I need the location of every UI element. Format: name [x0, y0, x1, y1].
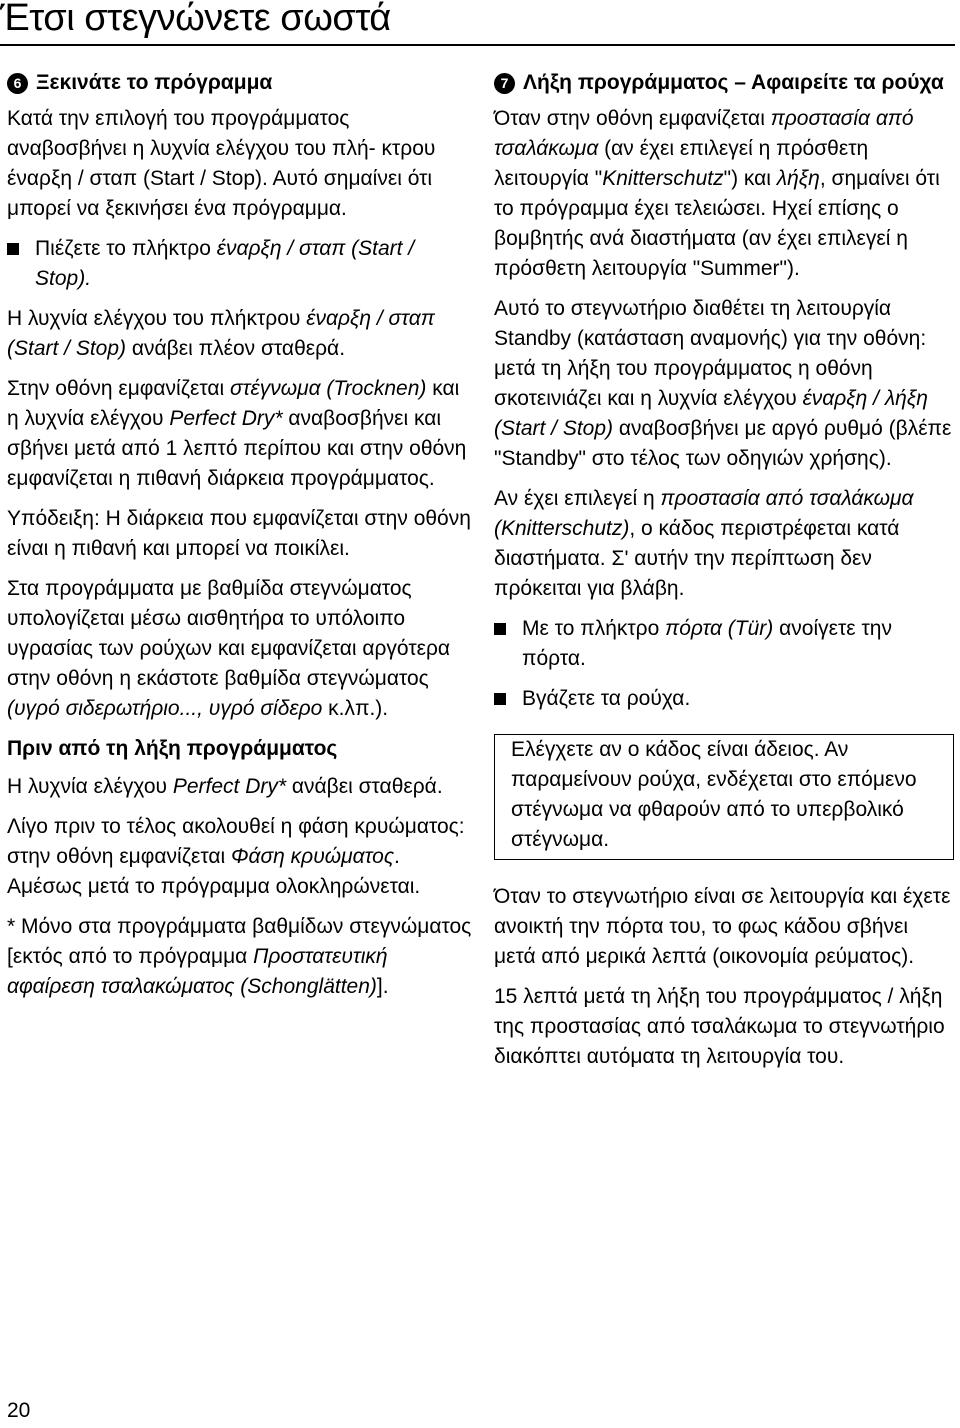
- step-7-title: Λήξη προγράμματος – Αφαιρείτε τα ρούχα: [523, 71, 944, 94]
- text: Αυτό το στεγνωτήριο διαθέτει τη λειτουργία Standby (κατάσταση αναμονής) για την οθόνη: μετά τη λήξη του προγράμματος η οθόνη σκοτεινιάζει και η λυχνία ελέγχου: [494, 297, 927, 410]
- paragraph-program-end: [494, 104, 954, 284]
- bullet-emphasis: έναρξη / σταπ (Start / Stop).: [35, 237, 415, 290]
- emphasis: Φάση κρυώματος: [230, 845, 395, 868]
- text: . Αμέσως μετά το πρόγραμμα ολοκληρώνεται.: [7, 845, 421, 898]
- text: Με το πλήκτρο: [522, 617, 666, 640]
- text: αναβοσβήνει με αργό ρυθμό (βλέπε "Standby" στο τέλος των οδηγιών χρήσης).: [494, 417, 952, 470]
- paragraph-perfect-dry: [7, 772, 472, 802]
- square-bullet-icon: [494, 623, 506, 635]
- emphasis: Knitterschutz: [602, 167, 724, 190]
- text: αναβοσβήνει και σβήνει μετά από 1 λεπτό περίπου και στην οθόνη εμφανίζεται η πιθανή διάρκεια προγράμματος.: [7, 407, 467, 490]
- square-bullet-icon: [494, 693, 506, 705]
- step-6-title: Ξεκινάτε το πρόγραμμα: [36, 71, 273, 94]
- text: (αν έχει επιλεγεί η πρόσθετη λειτουργία ": [494, 137, 869, 190]
- paragraph-drum-light: Όταν το στεγνωτήριο είναι σε λειτουργία και έχετε ανοικτή την πόρτα του, το φως κάδου σβήνει μετά από μερικά λεπτά (οικονομία ρεύματος).: [494, 885, 951, 968]
- emphasis: (υγρό σιδερωτήριο..., υγρό σίδερο: [7, 697, 323, 720]
- paragraph-anti-crease: [494, 484, 954, 604]
- emphasis: έναρξη / σταπ (Start / Stop): [7, 307, 435, 360]
- text: Στην οθόνη εμφανίζεται: [7, 377, 230, 400]
- text: Στα προγράμματα με βαθμίδα στεγνώματος υπολογίζεται μέσω αισθητήρα το υπόλοιπο υγρασίας των ρούχων και εμφανίζεται αργότερα στην οθόνη η εκάστοτε βαθμίδα στεγνώματος: [7, 577, 451, 690]
- step-7-number-badge: 7: [494, 73, 515, 94]
- paragraph-program-selection: Κατά την επιλογή του προγράμματος αναβοσβήνει η λυχνία ελέγχου του πλή- κτρου έναρξη / σταπ (Start / Stop). Αυτό σημαίνει ότι μπορεί να ξεκινήσει ένα πρόγραμμα.: [7, 107, 436, 220]
- paragraph-standby: [494, 294, 954, 474]
- text: Η λυχνία ελέγχου του πλήκτρου: [7, 307, 307, 330]
- step-7-heading: [494, 68, 954, 98]
- bullet-text: Πιέζετε το πλήκτρο: [35, 237, 217, 260]
- text: ].: [376, 975, 389, 998]
- paragraph-auto-off: 15 λεπτά μετά τη λήξη του προγράμματος / λήξη της προστασίας από τσαλάκωμα το στεγνωτήριο διακόπτει αυτόματα τη λειτουργία του.: [494, 985, 945, 1068]
- text: Όταν στην οθόνη εμφανίζεται: [494, 107, 771, 130]
- square-bullet-icon: [7, 243, 19, 255]
- paragraph-display-drying: [7, 374, 472, 494]
- emphasis: έναρξη / λήξη (Start / Stop): [494, 387, 928, 440]
- bullet-text: Βγάζετε τα ρούχα.: [522, 687, 691, 710]
- title-rule: [0, 44, 955, 46]
- section-heading-before-end: Πριν από τη λήξη προγράμματος: [7, 737, 338, 760]
- emphasis: Προστατευτική αφαίρεση τσαλακώματος (Schonglätten): [7, 945, 388, 998]
- left-column: [7, 68, 472, 1012]
- step-6-number-badge: 6: [7, 73, 28, 94]
- text: , ο κάδος περιστρέφεται κατά διαστήματα. Σ' αυτήν την περίπτωση δεν πρόκειται για βλάβη.: [494, 517, 900, 600]
- page-number: 20: [7, 1399, 31, 1422]
- bullet-open-door: [494, 614, 954, 674]
- bullet-remove-laundry: [494, 684, 954, 714]
- step-6-heading: [7, 68, 472, 98]
- text: ανάβει πλέον σταθερά.: [126, 337, 346, 360]
- right-column: [494, 68, 954, 1082]
- page-title: Έτσι στεγνώνετε σωστά: [0, 0, 391, 39]
- emphasis: προστασία από τσαλάκωμα: [494, 107, 914, 160]
- bullet-press-start: [7, 234, 472, 294]
- emphasis: στέγνωμα (Trocknen): [229, 377, 427, 400]
- text: , σημαίνει ότι το πρόγραμμα έχει τελειώσει. Ηχεί επίσης ο βομβητής ανά διαστήματα (αν έχει επιλεγεί η πρόσθετη λειτουργία "Summer").: [494, 167, 940, 280]
- text: Η λυχνία ελέγχου: [7, 775, 173, 798]
- emphasis: Perfect Dry*: [169, 407, 283, 430]
- emphasis: Perfect Dry*: [172, 775, 287, 798]
- emphasis: λήξη: [776, 167, 820, 190]
- text: * Μόνο στα προγράμματα βαθμίδων στεγνώματος [εκτός από το πρόγραμμα: [7, 915, 472, 968]
- text: Αν έχει επιλεγεί η: [494, 487, 661, 510]
- note-text: Ελέγχετε αν ο κάδος είναι άδειος. Αν παραμείνουν ρούχα, ενδέχεται στο επόμενο στέγνωμα να φθαρούν από το υπερβολικό στέγνωμα.: [511, 738, 917, 851]
- text: ") και: [723, 167, 777, 190]
- paragraph-light-steady: [7, 304, 472, 364]
- text: Λίγο πριν το τέλος ακολουθεί η φάση κρυώματος: στην οθόνη εμφανίζεται: [7, 815, 465, 868]
- footnote: [7, 912, 472, 1002]
- text: ανοίγετε την πόρτα.: [522, 617, 892, 670]
- note-box: [494, 734, 954, 860]
- emphasis: προστασία από τσαλάκωμα (Knitterschutz): [494, 487, 914, 540]
- text: και η λυχνία ελέγχου: [7, 377, 460, 430]
- emphasis: πόρτα (Tür): [665, 617, 774, 640]
- paragraph-cooling-phase: [7, 812, 472, 902]
- text: κ.λπ.).: [322, 697, 389, 720]
- paragraph-hint: Υπόδειξη: Η διάρκεια που εμφανίζεται στην οθόνη είναι η πιθανή και μπορεί να ποικίλει.: [7, 507, 471, 560]
- text: ανάβει σταθερά.: [286, 775, 443, 798]
- paragraph-sensor: [7, 574, 472, 724]
